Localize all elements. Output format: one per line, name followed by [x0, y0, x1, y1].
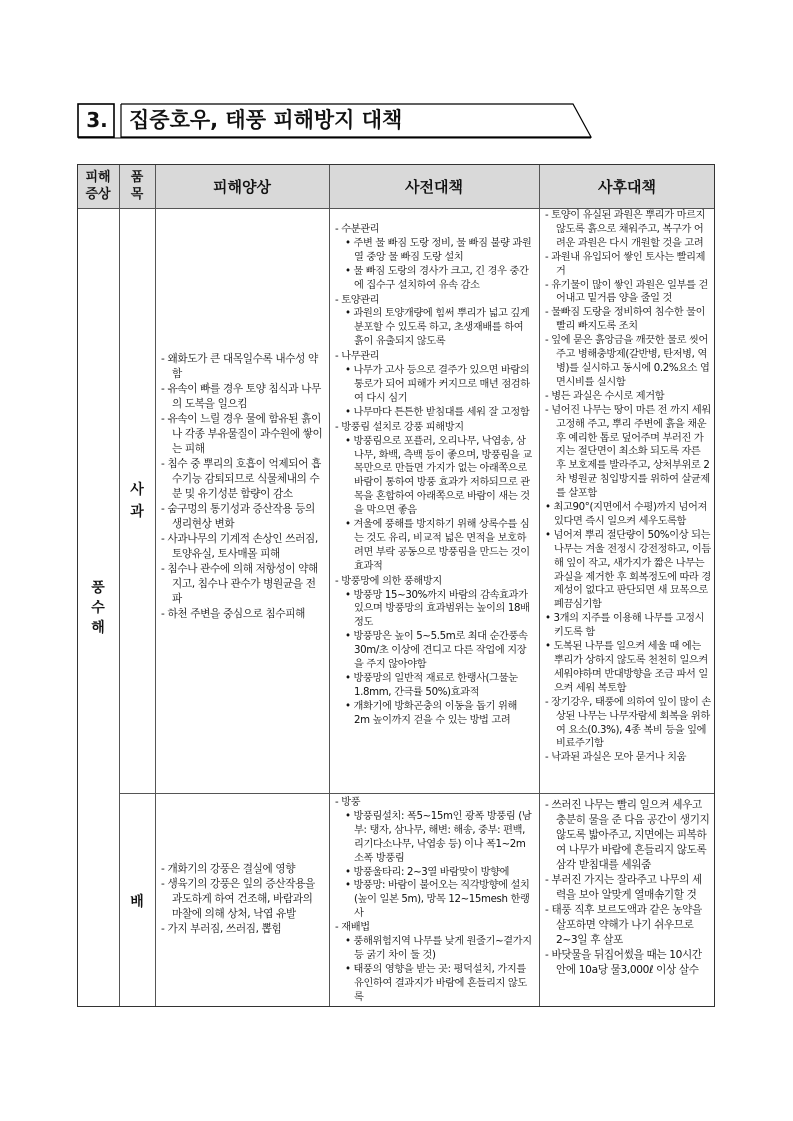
prevention-item: • 풍해위험지역 나무를 낮게 원줄기~곁가지 등 굵기 차이 둘 것) — [345, 936, 532, 961]
followup-item: - 부러진 가지는 잘라주고 나무의 세력을 보아 알맞게 열매솎기할 것 — [545, 874, 702, 901]
followup-item: - 바닷물을 뒤집어썼을 때는 10시간 안에 10a당 물3,000ℓ 이상 살수 — [545, 949, 702, 976]
followup-item: - 쓰러진 나무는 빨리 일으켜 세우고 충분히 물을 준 다음 공간이 생기지 않도록 밟아주고, 지면에는 피복하여 나무가 바람에 흔들리지 않도록 삼각 받침대를 세워줌 — [545, 799, 710, 871]
pear-symptoms — [161, 862, 325, 937]
prevention-item: • 방풍울타리: 2~3열 바람맞이 방향에 — [345, 866, 510, 878]
prevention-item: • 방풍림으로 포플러, 오리나무, 낙엽송, 삼나무, 화백, 측백 등이 좋으며, 방풍림을 교목만으로 만들면 가지가 없는 아래쪽으로 바람이 통하여 방풍 효과가 저하되므로 관목을 혼합하여 아래쪽으로 바람이 새는 것을 막으면 좋음 — [345, 435, 532, 517]
prevention-item: • 나무가 고사 등으로 결주가 있으면 바람의 통로가 되어 피해가 커지므로 매년 점검하여 다시 심기 — [345, 365, 530, 404]
symptom-item: - 유속이 빠를 경우 토양 침식과 나무의 도복을 일으킴 — [161, 383, 321, 410]
symptom-item: - 침수 중 뿌리의 호흡이 억제되어 흡수기능 감퇴되므로 식물체내의 수분 및 유기성분 함량이 감소 — [161, 458, 321, 500]
prevention-heading: - 나무관리 — [335, 351, 380, 363]
followup-item: - 토양이 유실된 과원은 뿌리가 마르지 않도록 흙으로 채워주고, 복구가 어려운 과원은 다시 개원할 것을 고려 — [545, 210, 706, 249]
followup-item: - 넘어진 나무는 땅이 마른 전 까지 세워 고정해 주고, 뿌리 주변에 흙을 채운 후 예리한 톱로 덮어주며 부러진 가지는 절단면이 최소화 되도록 자른 후 보호제를 발라주고, 상처부위로 2차 병원균 침입방지를 위하여 살균제를 살포함 — [545, 404, 711, 500]
header-damage-type: 피해증상 — [85, 170, 111, 202]
prevention-item: • 물 빠짐 도랑의 경사가 크고, 긴 경우 중간에 집수구 설치하여 유속 감소 — [345, 265, 529, 291]
section-banner — [77, 103, 593, 139]
followup-item: - 과원내 유입되어 쌓인 토사는 빨리제거 — [545, 251, 706, 277]
followup-item: - 태풍 직후 보르도액과 같은 농약을 살포하면 약해가 나기 쉬우므로 2~3일 후 살포 — [545, 904, 702, 946]
section-title: 집중호우, 태풍 피해방지 대책 — [129, 108, 403, 132]
symptom-item: - 숨구멍의 통기성과 증산작용 등의 생리현상 변화 — [161, 503, 315, 530]
category-label: 풍수해 — [91, 579, 105, 636]
followup-item: - 낙과된 과실은 모아 묻거나 치움 — [545, 752, 687, 764]
symptom-item: - 사과나무의 기계적 손상인 쓰러짐, 토양유실, 토사매몰 피해 — [161, 533, 318, 560]
prevention-item: • 주변 물 빠짐 도랑 정비, 물 빠짐 불량 과원 열 중앙 물 빠짐 도랑 설치 — [345, 237, 532, 263]
prevention-item: • 방풍림설치: 폭5~15m인 광폭 방풍림 (남부: 탱자, 삼나무, 해변: 해송, 중부: 편백, 리기다소나무, 낙엽송 등) 이나 폭1~2m 소폭 방풍림 — [345, 810, 532, 864]
symptom-item: - 유속이 느릴 경우 물에 함유된 흙이나 각종 부유물질이 과수원에 쌓이는 피해 — [161, 413, 323, 455]
section-number: 3. — [86, 108, 108, 132]
followup-item: - 유기물이 많이 쌓인 과원은 일부를 걷어내고 밑거름 양을 줄일 것 — [545, 279, 709, 305]
symptom-item: - 침수나 관수에 의해 저항성이 약해지고, 침수나 관수가 병원균을 전파 — [161, 563, 318, 605]
header-followup: 사후대책 — [598, 177, 656, 196]
apple-prevention — [335, 222, 535, 728]
prevention-heading: - 방풍림 설치로 강풍 피해방지 — [335, 421, 464, 433]
prevention-heading: - 재배법 — [335, 922, 370, 934]
prevention-item: • 방풍망의 일반적 재료로 한랭사(그물눈 1.8mm, 간극률 50%)효과적 — [345, 673, 518, 698]
header-crop: 품목 — [130, 170, 144, 202]
apple-symptoms — [161, 352, 325, 622]
followup-item: - 잎에 묻은 흙앙금을 깨끗한 물로 씻어주고 병해충방제(갈반병, 탄저병, 역병)를 실시하고 동시에 0.2%요소 엽면시비를 실시함 — [545, 335, 710, 388]
followup-item: - 병든 과실은 수시로 제거함 — [545, 390, 665, 402]
pear-prevention — [335, 796, 535, 1005]
prevention-heading: - 토양관리 — [335, 294, 380, 306]
followup-item: - 장기강우, 태풍에 의하여 잎이 많이 손상된 나무는 나무자람세 회복을 위하여 요소(0.3%), 4종 복비 등을 잎에 비료주기함 — [545, 696, 711, 750]
apple-followup — [545, 209, 711, 765]
symptom-item: - 왜화도가 큰 대목일수록 내수성 약함 — [161, 353, 318, 380]
crop-label-pear: 배 — [130, 893, 144, 910]
symptom-item: - 생육기의 강풍은 잎의 증산작용을 과도하게 하여 건조해, 바람과의 마찰에 의해 상처, 낙엽 유발 — [161, 878, 315, 920]
prevention-item: • 태풍의 영향을 받는 곳: 평덕설치, 가지를 유인하여 결과지가 바람에 흔들리지 않도록 — [345, 963, 527, 1003]
header-symptom: 피해양상 — [213, 177, 271, 196]
pear-followup — [545, 798, 711, 978]
followup-subitem: • 3개의 지주를 이용해 나무를 고정시키도록 함 — [545, 613, 705, 639]
prevention-heading: - 방풍 — [335, 797, 361, 808]
symptom-item: - 하천 주변을 중심으로 침수피해 — [161, 608, 306, 620]
prevention-item: • 방풍망: 바람이 불어오는 직각방향에 설치(높이 일본 5m), 망목 12~15mesh 한랭사 — [345, 880, 530, 920]
prevention-item: • 개화기에 방화곤충의 이동을 돕기 위해 2m 높이까지 걷을 수 있는 방법 고려 — [345, 700, 517, 726]
header-prevention: 사전대책 — [405, 177, 463, 196]
symptom-item: - 개화기의 강풍은 결실에 영향 — [161, 863, 296, 875]
symptom-item: - 가지 부러짐, 쓰러짐, 뽑힘 — [161, 923, 282, 935]
followup-subitem: • 최고90°(지면에서 수평)까지 넘어져 있다면 즉시 일으켜 세우도록함 — [545, 502, 707, 527]
prevention-item: • 겨울에 풍해를 방지하기 위해 상록수를 심는 것도 유리, 비교적 넓은 면적을 보호하려면 부락 공동으로 방풍림을 만드는 것이 효과적 — [345, 519, 530, 572]
prevention-item: • 방풍망은 높이 5~5.5m로 최대 순간풍속 30m/초 이상에 견디고 다른 작업에 지장을 주지 않아야함 — [345, 631, 528, 671]
followup-subitem: • 넘어져 뿌리 절단량이 50%이상 되는 나무는 겨울 전정시 강전정하고, 이듬해 잎이 작고, 새가지가 짧은 나무는 과실을 제거한 후 회복정도에 따라 경제성이 없다고 판단되면 새 묘목으로 폐끔심기함 — [545, 529, 711, 611]
prevention-heading: - 수분관리 — [335, 224, 380, 235]
prevention-item: • 과원의 토양개량에 힘써 뿌리가 넓고 깊게 분포할 수 있도록 하고, 초생재배를 하여 흙이 유출되지 않도록 — [345, 308, 530, 348]
followup-subitem: • 도복된 나무를 일으켜 세울 때 에는 뿌리가 상하지 않도록 천천히 일으켜 세워야하며 반대방향을 조금 파서 일으켜 세워 복토함 — [545, 641, 708, 694]
countermeasure-table — [77, 164, 715, 1007]
crop-label-apple: 사과 — [130, 481, 144, 520]
followup-item: - 물빠짐 도랑을 정비하여 침수한 물이 빨리 빠지도록 조치 — [545, 307, 706, 333]
prevention-item: • 나무마다 튼튼한 받침대를 세워 잘 고정함 — [345, 406, 530, 418]
prevention-item: • 방풍망 15~30%까지 바람의 감속효과가 있으며 방풍망의 효과범위는 높이의 18배 정도 — [345, 589, 530, 629]
prevention-heading: - 방풍망에 의한 풍해방지 — [335, 575, 442, 587]
